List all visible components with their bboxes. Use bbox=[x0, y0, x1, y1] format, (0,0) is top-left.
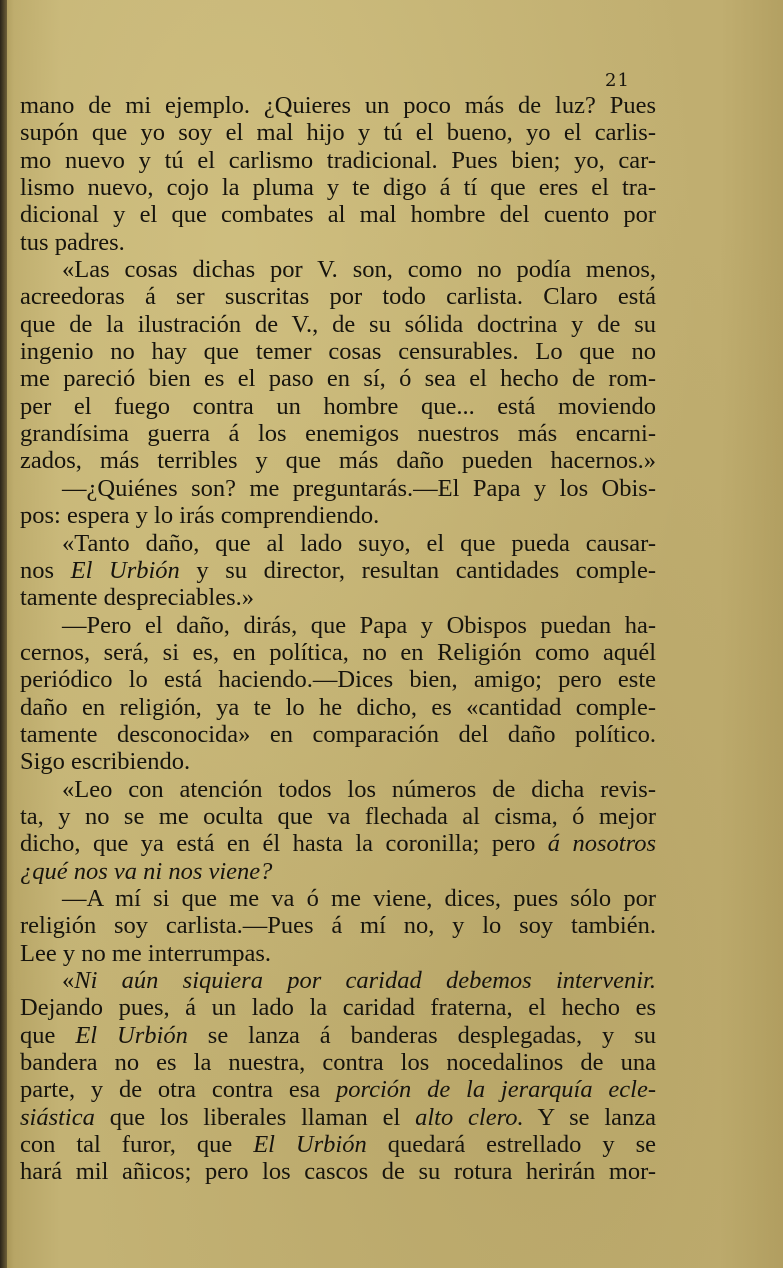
text-line: lismo nuevo, cojo la pluma y te digo á tí que eres el tra- bbox=[20, 174, 656, 202]
text-segment: con tal furor, que bbox=[20, 1131, 254, 1159]
text-line: mano de mi ejemplo. ¿Quieres un poco más de luz? Pues bbox=[20, 92, 656, 119]
text-line: bandera no es la nuestra, contra los nocedalinos de una bbox=[20, 1049, 656, 1077]
text-segment: « bbox=[62, 967, 75, 994]
text-line bbox=[20, 1131, 656, 1158]
text-line: tamente despreciables.» bbox=[20, 584, 255, 612]
text-segment: parte, y de otra contra esa bbox=[20, 1076, 336, 1104]
text-line: ingenio no hay que temer cosas censurables. Lo que no bbox=[20, 338, 656, 366]
italic-text: El Urbión bbox=[75, 1021, 188, 1049]
text-line bbox=[20, 557, 656, 584]
text-segment: que bbox=[20, 1021, 76, 1049]
text-line: «Tanto daño, que al lado suyo, el que pueda causar- bbox=[62, 529, 656, 557]
text-segment: Y se lanza bbox=[523, 1103, 657, 1131]
text-line bbox=[20, 830, 656, 857]
text-line: hará mil añicos; pero los cascos de su rotura herirán mor- bbox=[20, 1158, 656, 1186]
italic-text: Ni aún siquiera por caridad debemos intervenir. bbox=[74, 967, 656, 994]
text-line: «Leo con atención todos los números de dicha revis- bbox=[62, 775, 656, 803]
text-line: pos: espera y lo irás comprendiendo. bbox=[20, 502, 380, 530]
text-line: supón que yo soy el mal hijo y tú el bueno, yo el carlis- bbox=[20, 119, 656, 147]
text-line: —¿Quiénes son? me preguntarás.—El Papa y los Obis- bbox=[62, 474, 656, 502]
text-line: grandísima guerra á los enemigos nuestros más encarni- bbox=[20, 420, 656, 448]
text-line: acreedoras á ser suscritas por todo carlista. Claro está bbox=[20, 283, 656, 311]
text-line: —A mí si que me va ó me viene, dices, pues sólo por bbox=[62, 884, 656, 912]
text-line: cernos, será, si es, en política, no en Religión como aquél bbox=[20, 638, 656, 666]
page-number: 21 bbox=[605, 70, 630, 91]
text-line: tamente desconocida» en comparación del daño político. bbox=[20, 720, 656, 748]
italic-text: á nosotros bbox=[547, 830, 656, 858]
text-segment: se lanza á banderas desplegadas, y su bbox=[187, 1021, 657, 1049]
text-line: —Pero el daño, dirás, que Papa y Obispos puedan ha- bbox=[62, 611, 656, 639]
text-line: «Las cosas dichas por V. son, como no podía menos, bbox=[62, 256, 656, 284]
text-line: mo nuevo y tú el carlismo tradicional. Pues bien; yo, car- bbox=[20, 146, 656, 174]
text-line bbox=[20, 1104, 656, 1131]
text-segment: quedará estrellado y se bbox=[366, 1131, 657, 1159]
italic-text: siástica bbox=[20, 1103, 95, 1131]
text-segment: nos bbox=[20, 556, 71, 584]
text-line: per el fuego contra un hombre que... está moviendo bbox=[20, 392, 656, 420]
text-line: religión soy carlista.—Pues á mí no, y lo soy también. bbox=[20, 912, 656, 940]
italic-text: ¿qué nos va ni nos viene? bbox=[20, 857, 273, 885]
text-line: ta, y no se me oculta que va flechada al cisma, ó mejor bbox=[20, 802, 656, 830]
text-line: dicional y el que combates al mal hombre del cuento por bbox=[20, 201, 656, 229]
text-line: daño en religión, ya te lo he dicho, es «cantidad comple- bbox=[20, 693, 656, 721]
text-line: Lee y no me interrumpas. bbox=[20, 939, 272, 967]
text-line bbox=[20, 967, 656, 994]
italic-text: El Urbión bbox=[253, 1131, 367, 1159]
text-segment: dicho, que ya está en él hasta la coronilla; pero bbox=[20, 830, 548, 858]
text-line bbox=[20, 1076, 656, 1103]
binding-edge bbox=[0, 0, 7, 1268]
text-line: que de la ilustración de V., de su sólida doctrina y de su bbox=[20, 310, 656, 338]
text-line: periódico lo está haciendo.—Dices bien, amigo; pero este bbox=[20, 666, 656, 694]
text-line bbox=[20, 858, 656, 885]
italic-text: porción de la jerarquía ecle- bbox=[335, 1076, 656, 1104]
text-line: Dejando pues, á un lado la caridad fraterna, el hecho es bbox=[20, 994, 656, 1022]
text-line: zados, más terribles y que más daño pueden hacernos.» bbox=[20, 447, 656, 475]
text-line: tus padres. bbox=[20, 228, 125, 256]
text-line: Sigo escribiendo. bbox=[20, 748, 191, 776]
text-segment: que los liberales llaman el bbox=[94, 1103, 416, 1131]
text-line: me pareció bien es el paso en sí, ó sea el hecho de rom- bbox=[20, 365, 656, 393]
text-segment: y su director, resultan cantidades comple- bbox=[179, 556, 656, 584]
text-line bbox=[20, 1022, 656, 1049]
italic-text: alto clero. bbox=[415, 1103, 524, 1131]
italic-text: El Urbión bbox=[70, 556, 180, 584]
body-text bbox=[20, 92, 656, 1186]
